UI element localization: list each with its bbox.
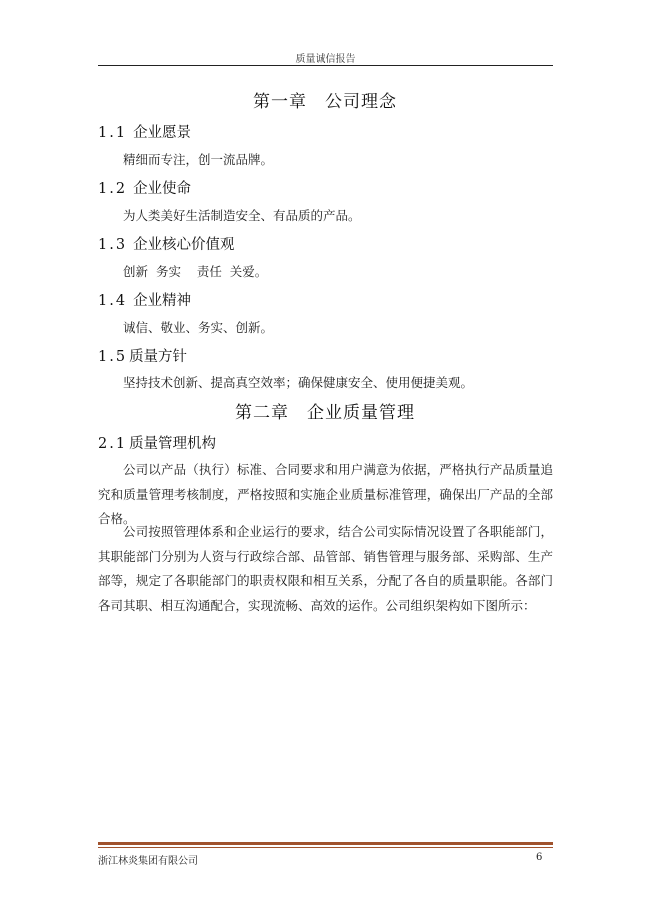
section-1-5-title [98,345,187,366]
section-name: 质量方针 [129,349,188,365]
section-number: 1.4 [98,293,128,309]
section-number: 1.2 [98,181,128,197]
section-name: 企业精神 [133,293,192,309]
section-name: 企业愿景 [133,125,192,141]
page-header: 质量诚信报告 [295,54,356,65]
section-number: 1.5 [98,349,128,365]
paragraph-1: 公司以产品（执行）标准、合同要求和用户满意为依据，严格执行产品质量追究和质量管理考核制度，严格按照和实施企业质量标准管理，确保出厂产品的全部合格。 [98,462,553,526]
section-name: 企业使命 [133,181,192,197]
section-2-1-title [98,432,216,453]
section-1-2-body: 为人类美好生活制造安全、有品质的产品。 [123,208,361,223]
section-1-2-title [98,177,191,198]
chapter-2-title [0,398,650,423]
section-1-1-title [98,121,191,142]
chapter-2-number: 第二章 [235,403,289,423]
section-1-5-body: 坚持技术创新、提高真空效率；确保健康安全、使用便捷美观。 [123,375,474,390]
header-divider [98,65,553,66]
footer-divider-thin [98,847,553,848]
footer-company: 浙江林炎集团有限公司 [98,856,198,867]
section-1-3-title [98,233,235,254]
chapter-1-number: 第一章 [253,92,307,112]
paragraph-2: 公司按照管理体系和企业运行的要求，结合公司实际情况设置了各职能部门，其职能部门分别为人资与行政综合部、品管部、销售管理与服务部、采购部、生产部等，规定了各职能部门的职责权限和相互关系，分配了各自的质量职能。各部门各司其职、相互沟通配合，实现流畅、高效的运作。公司组织架构如下图所示： [98,524,553,613]
footer-divider-thick [98,842,553,845]
chapter-1-title [0,87,650,112]
section-number: 1.1 [98,125,128,141]
chapter-2-name: 企业质量管理 [307,403,415,423]
section-1-4-title [98,289,191,310]
section-1-1-body: 精细而专注，创一流品牌。 [123,152,274,167]
section-number: 2.1 [98,436,128,452]
section-1-4-body: 诚信、敬业、务实、创新。 [123,320,274,335]
section-number: 1.3 [98,237,128,253]
section-1-3-body: 创新 务实 责任 关爱。 [123,264,268,279]
chapter-1-name: 公司理念 [325,92,397,112]
section-name: 质量管理机构 [129,436,217,452]
section-name: 企业核心价值观 [133,237,235,253]
page-number: 6 [536,852,543,863]
